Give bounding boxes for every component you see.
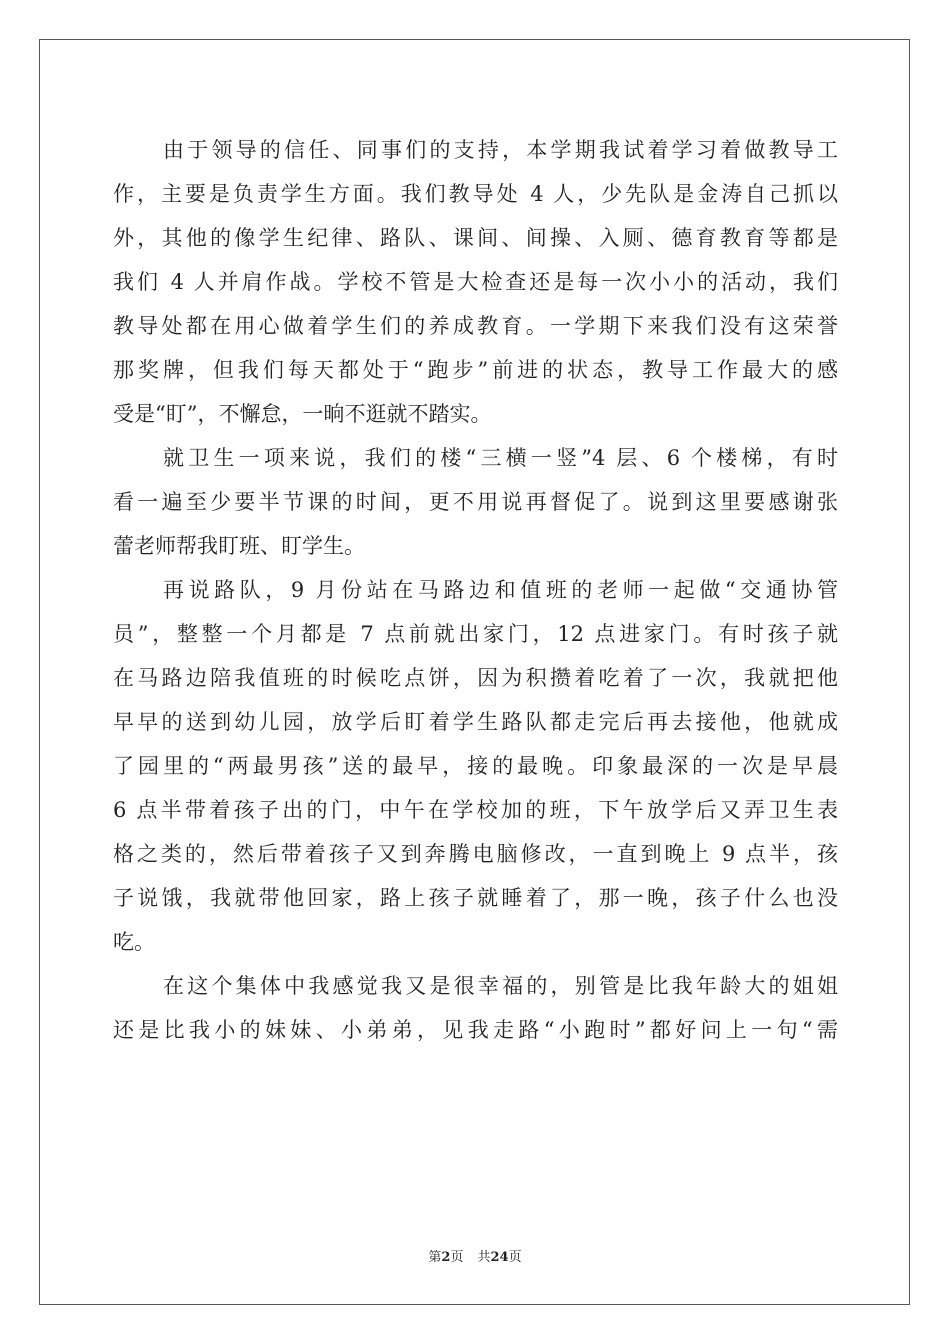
paragraph [113,436,838,568]
text-line: 就卫生一项来说，我们的楼“三横一竖”4 层、6 个楼梯，有时 [163,446,838,470]
total-prefix: 共 [477,1250,491,1265]
text-line: 再说路队，9 月份站在马路边和值班的老师一起做“交通协管 [163,578,838,602]
paragraph [113,568,838,964]
text-line: 那奖牌，但我们每天都处于“跑步”前进的状态，教导工作最大的感 [113,358,838,382]
text-line: 在这个集体中我感觉我又是很幸福的，别管是比我年龄大的姐姐 [163,974,838,998]
page-prefix: 第 [428,1250,442,1265]
page-footer [0,1246,950,1265]
text-line: 作，主要是负责学生方面。我们教导处 4 人，少先队是金涛自己抓以 [113,182,838,206]
text-line: 吃。 [113,930,155,954]
paragraph [113,128,838,436]
text-line: 看一遍至少要半节课的时间，更不用说再督促了。说到这里要感谢张 [113,490,838,514]
text-line: 还是比我小的妹妹、小弟弟，见我走路“小跑时”都好问上一句“需 [113,1018,838,1042]
text-line: 由于领导的信任、同事们的支持，本学期我试着学习着做教导工 [163,138,838,162]
text-line: 早早的送到幼儿园，放学后盯着学生路队都走完后再去接他，他就成 [113,710,838,734]
text-line: 员”，整整一个月都是 7 点前就出家门，12 点进家门。有时孩子就 [113,622,838,646]
page-suffix: 页 [450,1250,464,1265]
total-suffix: 页 [508,1250,522,1265]
text-line: 外，其他的像学生纪律、路队、课间、间操、入厕、德育教育等都是 [113,226,838,250]
text-line: 格之类的，然后带着孩子又到奔腾电脑修改，一直到晚上 9 点半，孩 [113,842,838,866]
text-line: 6 点半带着孩子出的门，中午在学校加的班，下午放学后又弄卫生表 [113,798,838,822]
text-line: 我们 4 人并肩作战。学校不管是大检查还是每一次小小的活动，我们 [113,270,838,294]
text-line: 子说饿，我就带他回家，路上孩子就睡着了，那一晚，孩子什么也没 [113,886,838,910]
text-line: 教导处都在用心做着学生们的养成教育。一学期下来我们没有这荣誉 [113,314,838,338]
document-body [113,128,838,1052]
text-line: 蕾老师帮我盯班、盯学生。 [113,534,365,558]
total-pages: 24 [490,1250,509,1265]
text-line: 在马路边陪我值班的时候吃点饼，因为积攒着吃着了一次，我就把他 [113,666,838,690]
paragraph [113,964,838,1052]
text-line: 了园里的“两最男孩”送的最早，接的最晚。印象最深的一次是早晨 [113,754,838,778]
text-line: 受是“盯”，不懈怠，一晌不逛就不踏实。 [113,402,492,426]
page-number: 2 [441,1250,451,1265]
